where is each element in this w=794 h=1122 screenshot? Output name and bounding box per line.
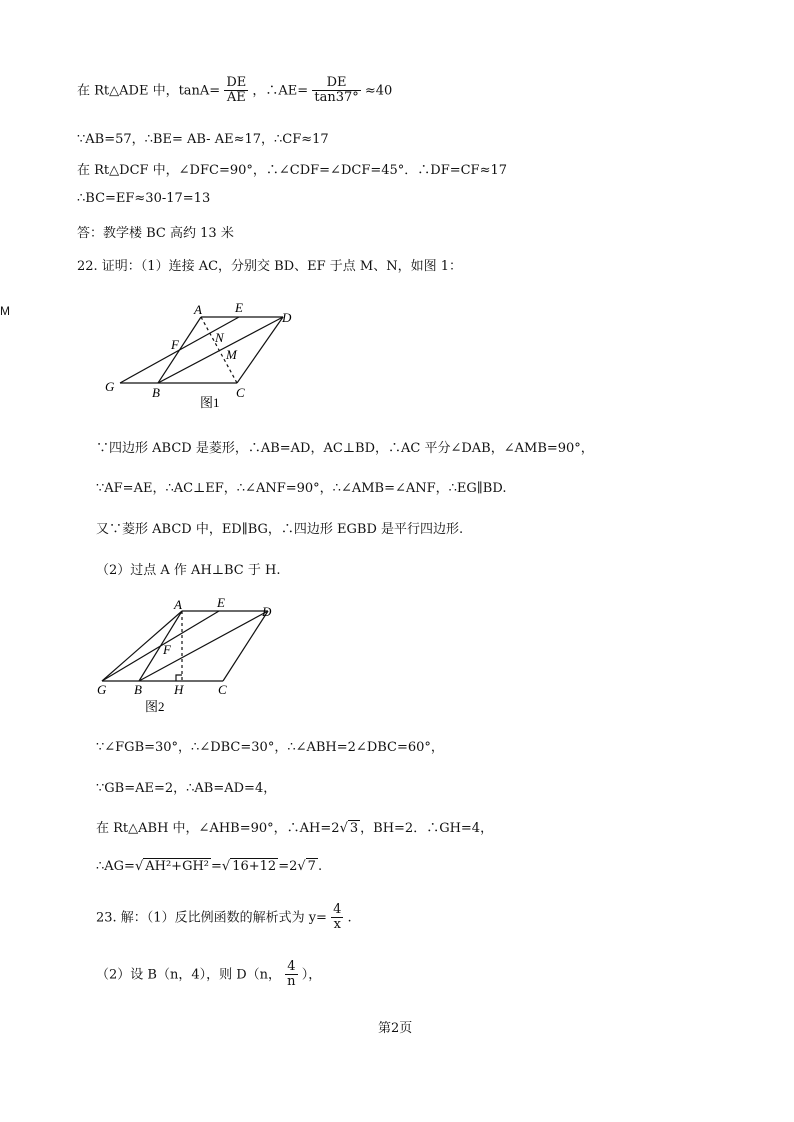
q22-p1: ∵四边形 ABCD 是菱形，∴AB=AD，AC⊥BD，∴AC 平分∠DAB，∠AMB=90°， [96, 441, 594, 456]
q23-line2 [96, 960, 321, 990]
text: . [317, 859, 323, 874]
fraction-de-ae [224, 76, 248, 106]
sqrt-radicand: 3 [349, 821, 359, 836]
text: （2）设 B（n，4），则 D（n， [96, 967, 282, 983]
text: = [211, 859, 222, 874]
q22-p4: （2）过点 A 作 AH⊥BC 于 H. [96, 563, 281, 578]
text: . [347, 910, 352, 926]
label-B: B [152, 385, 160, 400]
fraction-denominator: AE [226, 90, 246, 106]
figure-1 [96, 296, 306, 410]
fraction-numerator: 4 [285, 960, 297, 975]
q22-p2: ∵AF=AE，∴AC⊥EF，∴∠ANF=90°，∴∠AMB=∠ANF，∴EG∥BD. [96, 481, 507, 496]
q22-p3: 又∵菱形 ABCD 中，ED∥BG，∴四边形 EGBD 是平行四边形. [96, 522, 464, 537]
label-D: D [282, 310, 292, 325]
label-A: A [194, 302, 202, 317]
sqrt-sign: √ [339, 821, 348, 836]
q22-p5: ∵∠FGB=30°，∴∠DBC=30°，∴∠ABH=2∠DBC=60°， [96, 740, 444, 755]
label-C: C [218, 682, 227, 697]
q22-p7 [96, 817, 493, 836]
fraction-de-tan37 [312, 76, 360, 106]
fraction-numerator: DE [226, 75, 247, 90]
margin-mark: M [0, 304, 10, 318]
label-E: E [235, 300, 243, 315]
text: 在 Rt△ABH 中，∠AHB=90°，∴AH=2 [96, 821, 340, 836]
text: 在 Rt△ADE 中，tanA= [77, 83, 221, 99]
label-G: G [97, 682, 107, 697]
text: ，BH=2．∴GH=4， [360, 821, 494, 836]
label-C: C [236, 385, 245, 400]
figure-1-caption: 图1 [200, 395, 220, 410]
line-bc-ef: ∴BC=EF≈30-17=13 [77, 191, 211, 206]
label-M: M [226, 347, 237, 362]
figure-2 [92, 596, 278, 716]
label-B: B [134, 682, 142, 697]
fraction-denominator: tan37° [314, 90, 359, 106]
label-F: F [163, 642, 171, 657]
q23-line1 [96, 903, 352, 933]
fraction-numerator: DE [312, 76, 360, 91]
sqrt-radicand: 16+12 [232, 859, 277, 874]
label-D: D [262, 604, 272, 619]
fraction-denominator: x [333, 917, 341, 933]
text: ，∴AE= [252, 83, 309, 99]
label-E: E [217, 596, 225, 610]
text: ∴AG= [96, 859, 135, 874]
sqrt-sign: √ [221, 859, 231, 874]
q22-p8 [96, 859, 322, 874]
label-A: A [174, 597, 182, 612]
fraction-denominator: n [287, 974, 296, 990]
label-H: H [174, 682, 184, 697]
text: ≈40 [364, 83, 393, 99]
answer-line: 答：教学楼 BC 高约 13 米 [77, 226, 234, 241]
text: ）， [301, 967, 322, 983]
fraction-numerator: 4 [333, 902, 342, 917]
line-be-cf: ∵AB=57，∴BE= AB- AE≈17，∴CF≈17 [77, 132, 329, 147]
sqrt-radicand: 7 [307, 859, 316, 874]
q22-heading: 22. 证明：（1）连接 AC，分别交 BD、EF 于点 M、N，如图 1： [77, 259, 463, 274]
fraction-4-x [331, 903, 343, 933]
fraction-4-n [285, 960, 297, 990]
text: 23. 解：（1）反比例函数的解析式为 y= [96, 910, 327, 926]
line-tan-a [77, 76, 392, 106]
figure-2-caption: 图2 [145, 699, 165, 714]
page-footer: 第2页 [378, 1021, 413, 1036]
sqrt-radicand: AH²+GH² [145, 859, 209, 874]
line-rt-dcf: 在 Rt△DCF 中，∠DFC=90°，∴∠CDF=∠DCF=45°．∴DF=CF≈17 [77, 163, 508, 178]
label-F: F [171, 337, 179, 352]
label-N: N [215, 330, 224, 345]
sqrt-sign: √ [134, 859, 144, 874]
sqrt-sign: √ [297, 859, 306, 874]
text: =2 [278, 859, 298, 874]
q22-p6: ∵GB=AE=2，∴AB=AD=4， [96, 781, 277, 796]
label-G: G [105, 379, 115, 394]
